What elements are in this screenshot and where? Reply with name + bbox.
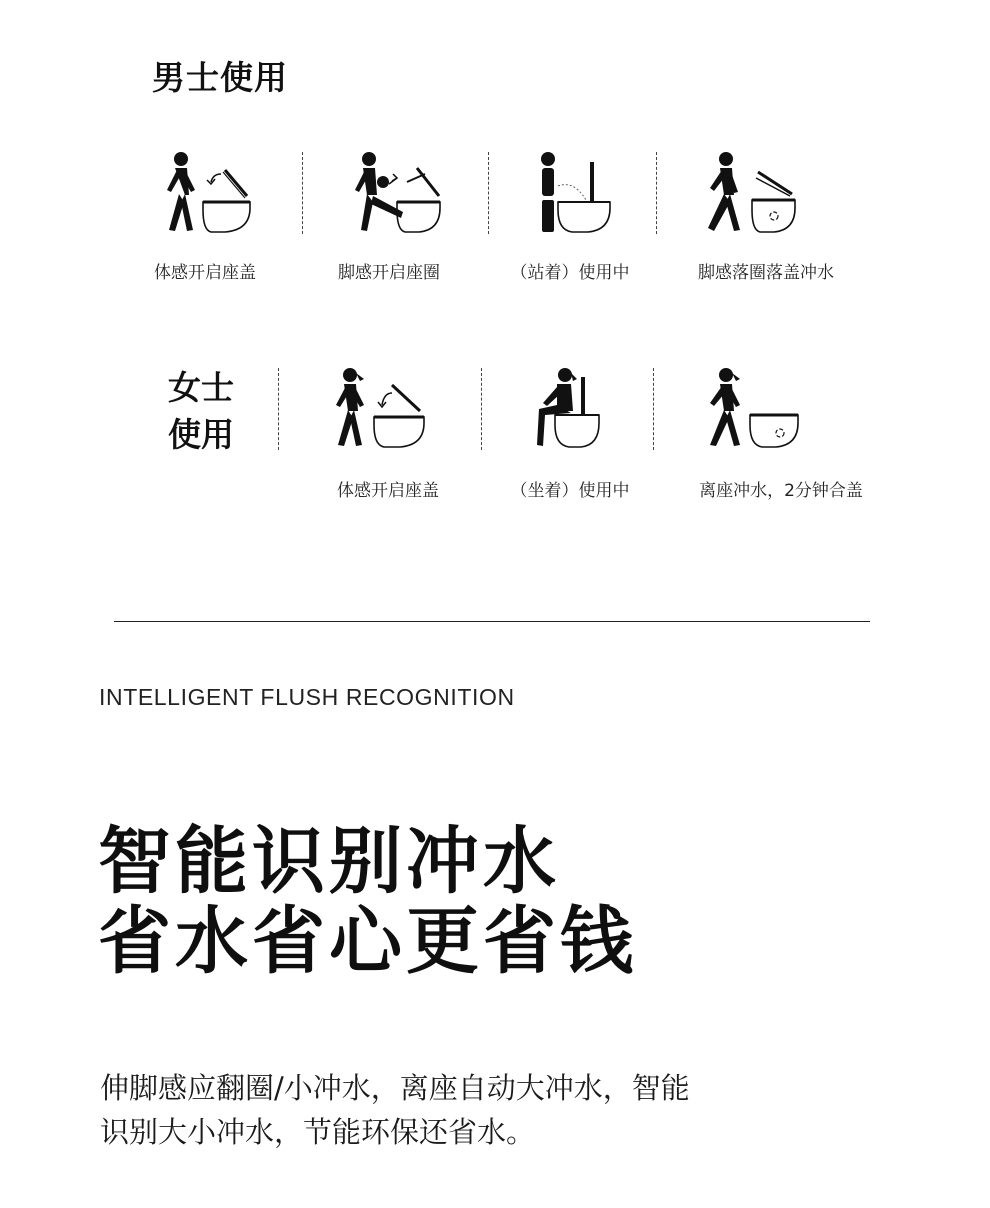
divider-dashed [488, 152, 489, 234]
description-line1: 伸脚感应翻圈/小冲水，离座自动大冲水，智能 [100, 1071, 690, 1105]
woman-sitting-icon [525, 365, 625, 450]
divider-dashed [302, 152, 303, 234]
english-heading: INTELLIGENT FLUSH RECOGNITION [99, 684, 515, 710]
walking-woman-lid-opening-icon [328, 365, 428, 450]
walking-man-lid-opening-icon [155, 150, 255, 235]
step-caption: 脚感开启座圈 [338, 263, 440, 283]
divider-dashed [481, 368, 482, 450]
step-caption: 体感开启座盖 [337, 481, 439, 501]
woman-leaving-flush-icon [700, 365, 800, 450]
man-walking-away-flush-icon [700, 150, 800, 235]
man-standing-urinating-icon [530, 150, 630, 235]
men-usage-title: 男士使用 [152, 58, 288, 97]
feature-title-line2: 省水省心更省钱 [98, 899, 637, 984]
step-caption: 体感开启座盖 [154, 263, 256, 283]
women-usage-title [168, 364, 248, 458]
women-title-line1: 女士 [168, 368, 234, 407]
divider-dashed [656, 152, 657, 234]
women-title-line2: 使用 [168, 415, 234, 454]
step-caption: （站着）使用中 [510, 263, 630, 283]
man-kick-seat-opening-icon [345, 150, 445, 235]
step-caption: 离座冲水，2分钟合盖 [699, 481, 863, 501]
feature-title-line1: 智能识别冲水 [98, 819, 560, 904]
step-caption: （坐着）使用中 [510, 481, 630, 501]
divider-dashed [278, 368, 279, 450]
description-line2: 识别大小冲水，节能环保还省水。 [100, 1115, 536, 1149]
divider-dashed [653, 368, 654, 450]
feature-description [100, 1066, 800, 1154]
step-caption: 脚感落圈落盖冲水 [698, 263, 834, 283]
section-divider [114, 621, 870, 622]
feature-title [98, 819, 637, 984]
